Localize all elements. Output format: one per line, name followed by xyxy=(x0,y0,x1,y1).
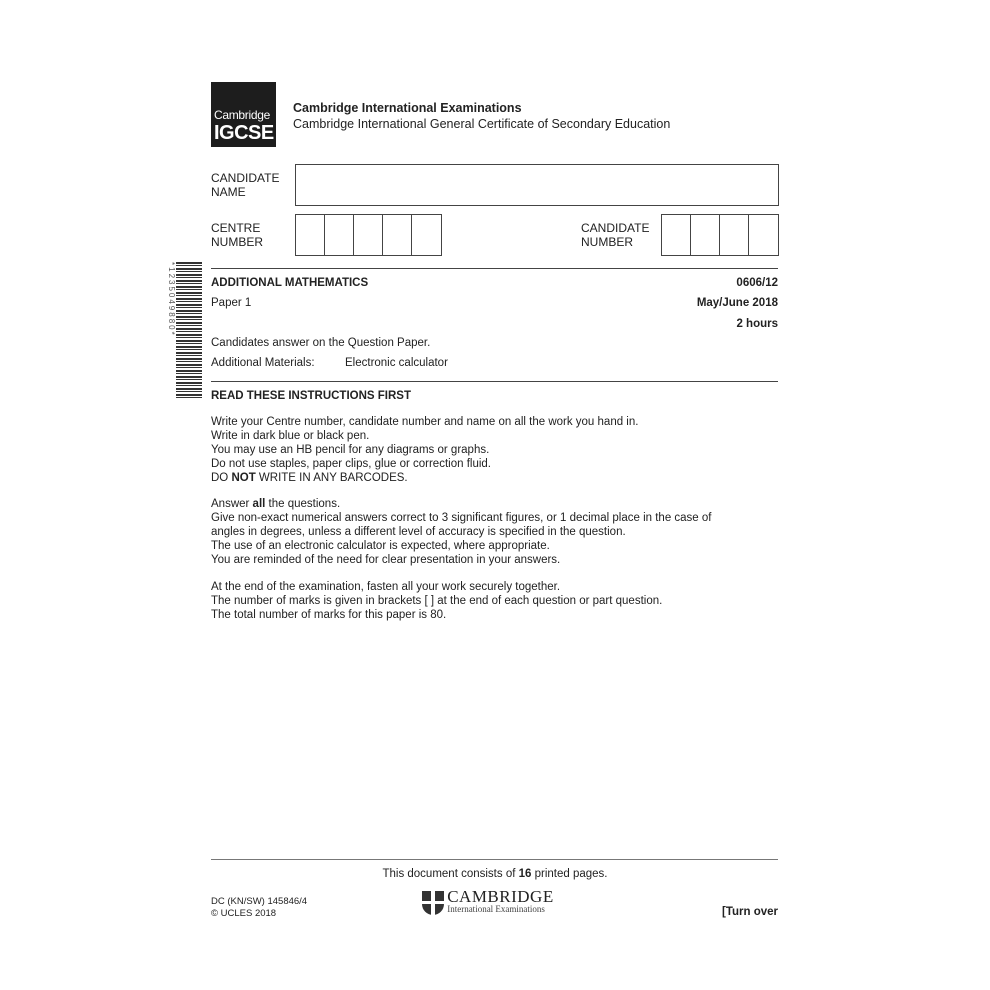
materials-label: Additional Materials: xyxy=(211,357,315,369)
answer-on-note: Candidates answer on the Question Paper. xyxy=(211,337,431,349)
subject: ADDITIONAL MATHEMATICS xyxy=(211,277,369,289)
session: May/June 2018 xyxy=(696,297,778,309)
instructions-block-1: Write your Centre number, candidate number and name on all the work you hand in. Write in dark blue or black pen. You may use an HB pencil for any diagrams or graphs. Do not use staples, paper clips, glue or correction fluid. DO NOT WRITE IN ANY BARCODES. xyxy=(211,416,639,484)
barcode xyxy=(176,262,202,398)
divider xyxy=(211,381,778,382)
duration: 2 hours xyxy=(736,318,778,330)
document-ref: DC (KN/SW) 145846/4 © UCLES 2018 xyxy=(211,896,308,919)
turn-over: [Turn over xyxy=(721,906,778,918)
instructions-heading: READ THESE INSTRUCTIONS FIRST xyxy=(211,390,411,402)
org-name: Cambridge International Examinations xyxy=(293,101,522,115)
materials: Electronic calculator xyxy=(345,357,448,369)
candidate-number-label: CANDIDATE NUMBER xyxy=(581,221,650,249)
logo-text: IGCSE xyxy=(214,122,274,144)
instructions-block-2: Answer all the questions. Give non-exact numerical answers correct to 3 significant figures, or 1 decimal place in the case of angles in degrees, unless a different level of accuracy is specified in the question. The use of an electronic calculator is expected, where appropriate. You are reminded of the need for clear presentation in your answers. xyxy=(211,498,712,566)
divider xyxy=(211,268,778,269)
cambridge-igcse-logo xyxy=(211,82,276,147)
cambridge-shield-icon xyxy=(422,891,444,915)
divider xyxy=(211,859,778,860)
logo-text: Cambridge xyxy=(214,108,270,122)
page-count: This document consists of 16 printed pages. xyxy=(382,868,608,880)
paper-number: Paper 1 xyxy=(211,297,252,309)
candidate-name-label: CANDIDATE NAME xyxy=(211,171,280,199)
qualification-name: Cambridge International General Certificate of Secondary Education xyxy=(293,117,671,131)
cambridge-footer-logo: CAMBRIDGE International Examinations xyxy=(422,891,554,915)
paper-code: 0606/12 xyxy=(736,277,778,289)
centre-number-label: CENTRE NUMBER xyxy=(211,221,264,249)
candidate-name-field[interactable] xyxy=(295,164,779,206)
instructions-block-3: At the end of the examination, fasten all your work securely together. The number of marks is given in brackets [ ] at the end of each question or part question. The total number of marks for this paper is 80. xyxy=(211,581,663,621)
candidate-number-field[interactable] xyxy=(661,214,779,256)
barcode-digits: *1235049880* xyxy=(167,262,176,337)
centre-number-field[interactable] xyxy=(295,214,442,256)
